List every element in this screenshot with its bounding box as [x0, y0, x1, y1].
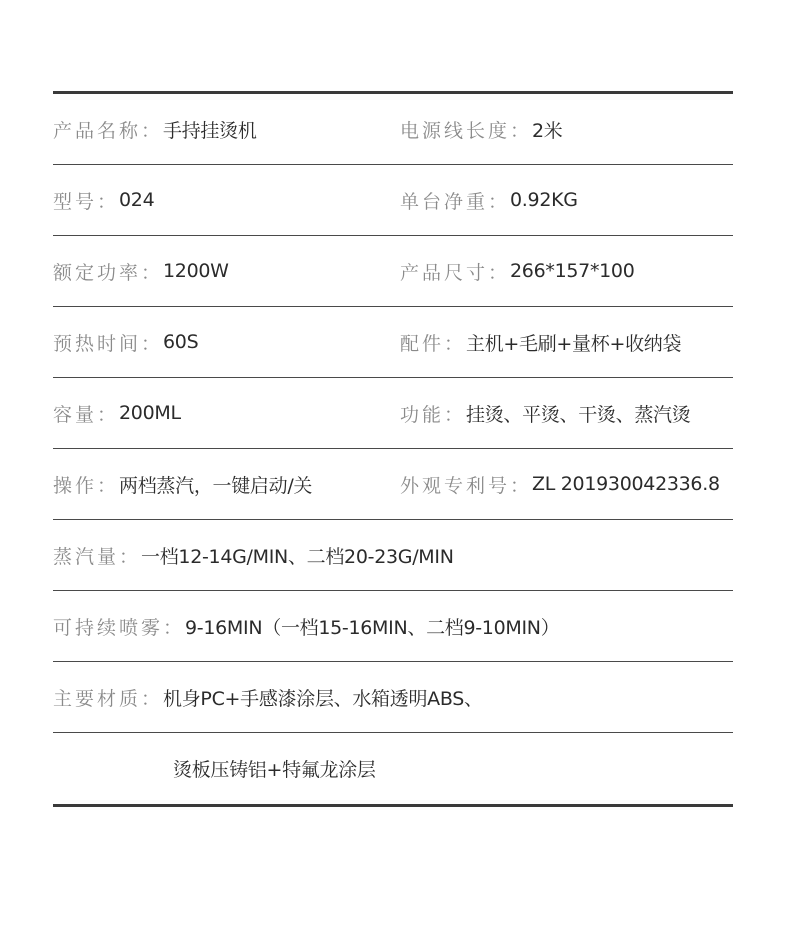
spec-label: 容量： — [53, 403, 120, 426]
spec-row-capacity — [53, 378, 733, 449]
spec-row-preheat — [53, 307, 733, 378]
spec-value: 一档12-14G/MIN、二档20-23G/MIN — [141, 545, 454, 568]
product-spec-table — [53, 91, 733, 807]
spec-row-operation — [53, 449, 733, 520]
spec-cell-model — [53, 187, 400, 214]
spec-label: 额定功率： — [53, 261, 164, 284]
spec-label: 蒸汽量： — [53, 545, 142, 568]
spec-label: 产品名称： — [53, 119, 164, 142]
spec-label: 单台净重： — [400, 190, 511, 213]
spec-value: 60S — [163, 331, 199, 353]
spec-label: 主要材质： — [53, 687, 164, 710]
spec-value: 主机+毛刷+量杯+收纳袋 — [466, 332, 682, 355]
spec-value: 024 — [119, 189, 155, 211]
spec-label: 操作： — [53, 474, 120, 497]
spec-value: 烫板压铸铝+特氟龙涂层 — [173, 759, 376, 781]
spec-value: 挂烫、平烫、干烫、蒸汽烫 — [466, 403, 691, 426]
spec-value: 手持挂烫机 — [163, 119, 257, 142]
spec-cell-materials — [53, 684, 733, 711]
spec-label: 外观专利号： — [400, 474, 533, 497]
spec-label: 电源线长度： — [400, 119, 533, 142]
spec-label: 预热时间： — [53, 332, 164, 355]
spec-value: 9-16MIN（一档15-16MIN、二档9-10MIN） — [185, 616, 560, 639]
spec-cell-capacity — [53, 400, 400, 427]
spec-cell-dimensions — [400, 258, 733, 285]
spec-row-product-name — [53, 94, 733, 165]
spec-row-steam-output — [53, 520, 733, 591]
spec-row-materials-continued — [53, 733, 733, 804]
spec-label: 功能： — [400, 403, 467, 426]
spec-value: ZL 201930042336.8 — [532, 473, 720, 495]
spec-cell-functions — [400, 400, 733, 427]
spec-row-materials — [53, 662, 733, 733]
spec-cell-product-name — [53, 116, 400, 143]
spec-cell-materials-continued — [53, 755, 733, 782]
spec-row-spray-duration — [53, 591, 733, 662]
spec-cell-spray-duration — [53, 613, 733, 640]
spec-label: 型号： — [53, 190, 120, 213]
spec-label: 配件： — [400, 332, 467, 355]
spec-cell-patent — [400, 471, 733, 498]
spec-label: 可持续喷雾： — [53, 616, 186, 639]
spec-cell-steam-output — [53, 542, 733, 569]
spec-value: 1200W — [163, 260, 229, 282]
spec-cell-rated-power — [53, 258, 400, 285]
spec-value: 266*157*100 — [510, 260, 635, 282]
spec-cell-cord-length — [400, 116, 733, 143]
spec-cell-accessories — [400, 329, 733, 356]
spec-cell-operation — [53, 471, 400, 498]
spec-value: 2米 — [532, 119, 563, 142]
spec-value: 0.92KG — [510, 189, 578, 211]
spec-cell-net-weight — [400, 187, 733, 214]
spec-value: 两档蒸汽，一键启动/关 — [119, 474, 313, 497]
spec-label: 产品尺寸： — [400, 261, 511, 284]
spec-row-model — [53, 165, 733, 236]
spec-value: 200ML — [119, 402, 181, 424]
spec-row-power — [53, 236, 733, 307]
spec-value: 机身PC+手感漆涂层、水箱透明ABS、 — [163, 687, 483, 710]
spec-cell-preheat-time — [53, 329, 400, 356]
